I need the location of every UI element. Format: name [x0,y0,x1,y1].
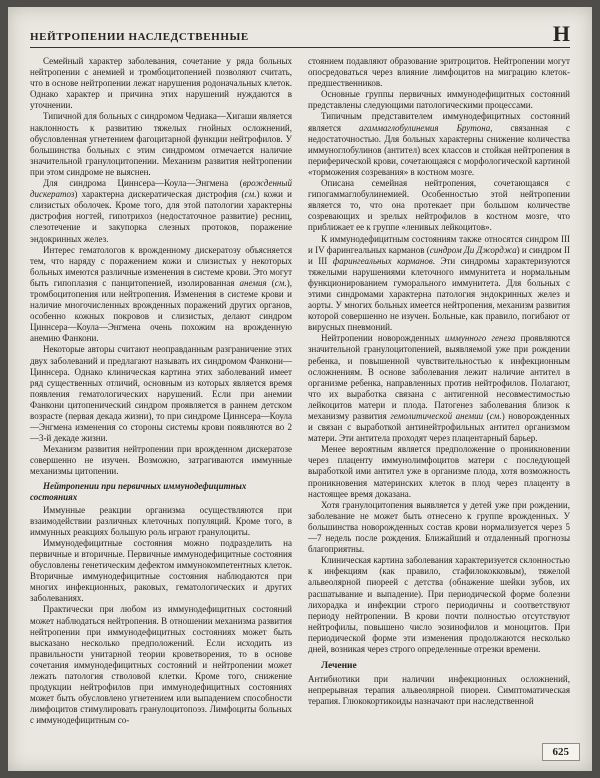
paragraph: К иммунодефицитным состояниям также относятся синдром III и IV фарингеальных карманов (синдром Ди Джорджа) и синдром II и III фарингеальных карманов. Эти синдромы характеризуются тяжелыми нарушениями клеточного иммунитета и нормальным функционированием гуморального иммунитета. Для больных с этими синдромами характерна патология эндокринных желез и аорты. У многих больных имеется нейтропения, механизм развития которой совершенно не изучен. Больные, как правило, погибают от вирусных пневмоний. [308,233,570,333]
page-number: 625 [542,743,581,761]
paragraph: Хотя гранулоцитопения выявляется у детей уже при рождении, заболевание не может быть отнесено к группе врожденных. У большинства новорожденных состав крови нормализуется через 5—7 недель после рождения. Ближайший и отдаленный прогнозы благоприятны. [308,499,570,555]
paragraph: Иммунодефицитные состояния можно подразделить на первичные и вторичные. Первичные иммунодефицитные состояния обусловлены генетическим дефектом иммунокомпетентных клеток. Вторичные иммунодефицитные состояния наблюдаются при многих инфекционных, раковых, гематологических и других заболеваниях. [30,537,292,604]
paragraph: Описана семейная нейтропения, сочетающаяся с гипогаммаглобулинемией. Особенностью этой нейтропении является то, что она протекает при большом количестве созревающих и зрелых нейтрофилов в костном мозге, что приближает ее к группе «ленивых лейкоцитов». [308,178,570,233]
paragraph: Для синдрома Циннсера—Коула—Энгмена (врожденный дискератоз) характерна дискератическая дистрофия (см.) кожи и слизистых оболочек. Кроме того, для этой патологии характерны дистрофия ногтей, гипотрихоз (недостаточное развитие) ресниц, слезотечение и закупорка слезных протоков, поражение эндокринных желез. [30,178,293,244]
section-heading: Нейтропении при первичных иммунодефицитных состояниях [30,480,247,502]
text-columns [30,56,570,726]
paragraph: Основные группы первичных иммунодефицитных состояний представлены следующими патологическими процессами. [308,89,570,111]
paragraph: Механизм развития нейтропении при врожденном дискератозе совершенно не изучен. Возможно, затрагиваются иммунные механизмы цитопении. [30,444,292,477]
column-left [30,56,292,726]
page-header [30,21,570,48]
paragraph: Практически при любом из иммунодефицитных состояний может наблюдаться нейтропения. В отношении механизма развития нейтропении при иммунодефицитных состояниях может быть высказано несколько предположений. Если исходить из правильности унитарной теории кроветворения, то в основе сочетания иммунодефицитных состояний и нейтропении может лежать патология стволовой клетки. Кроме того, снижение продукции нейтрофилов при иммунодефицитных состояниях может быть обусловлено угнетением или выпадением способности лимфоцитов стимулировать гранулоцитопоэз. Лимфоциты больных с иммунодефицитным со- [30,604,292,726]
section-letter: Н [552,21,570,46]
paragraph: Интерес гематологов к врожденному дискератозу объясняется тем, что наряду с поражением кожи и слизистых у некоторых больных имеются различные изменения в системе крови. Это могут быть гипоплазия с панцитопенией, изолированная анемия (см.), тромбоцитопения или нейтропения. Изменения в системе крови и наличие многочисленных врожденных поражений других органов, особенно кожных покровов и слизистых, делают синдром Циннсера—Коула—Энгмена очень похожим на врожденную анемию Фанкони. [30,244,292,344]
paragraph: Нейтропении новорожденных иммунного генеза проявляются значительной гранулоцитопенией, выявляемой уже при рождении ребенка, и повышенной чувствительностью к инфекционным осложнениям. В основе заболевания лежит наличие антител в организме ребенка, направленных против нейтрофилов. Полагают, что их выработка связана с антигенной несовместимостью лейкоцитов матери и плода. Патогенез заболевания близок к механизму развития гемолитической анемии (см.) новорожденных и связан с выработкой антинейтрофильных антител организмом матери. Эти антитела проходят через плацентарный барьер. [308,333,570,444]
column-right [308,56,570,726]
paragraph: Менее вероятным является предположение о проникновении через плаценту иммунолимфоцитов матери с последующей выработкой ими антител уже в организме плода, хотя возможность проникновения материнских клеток в плод через плаценту в настоящее время доказана. [308,444,570,499]
paragraph: Клиническая картина заболевания характеризуется склонностью к инфекциям (как правило, стафилококковым), тяжелой альвеолярной пиореей с детства (обнажение шейки зубов, их расшатывание и выпадение). При периодической форме болезни лихорадка и инфекции строго периодичны и соответствуют периоду нейтропении. В крови почти полностью отсутствуют нейтрофилы, повышено число эозинофилов и моноцитов. При периодической форме эти изменения продолжаются несколько дней, возникая через строго определенные отрезки времени. [308,555,570,654]
paragraph: Некоторые авторы считают неоправданным разграничение этих двух заболеваний и предлагают называть их синдромом Фанкони—Циннсера. Однако клиническая картина этих заболеваний имеет ряд существенных отличий, основным из которых является время появления гематологических нарушений. Если при анемии Фанкони цитопенический синдром проявляется в раннем детском возрасте (первая декада жизни), то при синдроме Циннсера—Коула—Энгмена изменения со стороны системы крови появляются во 2—3-й декаде жизни. [30,344,292,444]
book-page [8,7,592,771]
paragraph: Семейный характер заболевания, сочетание у ряда больных нейтропении с анемией и тромбоцитопенией позволяют считать, что в основе нейтропении лежат нарушения родоначальных клеток. Однако характер и причина этих нарушений нуждаются в уточнении. [30,56,292,111]
paragraph: Типичным представителем иммунодефицитных состояний является агаммаглобулинемия Брутона, связанная с недостаточностью. Для больных характерны снижение количества иммуноглобулинов (антител) всех классов и стойкая нейтропения в периферической крови, сочетающаяся с морфологической картиной «торможения созревания» в костном мозге. [308,111,571,177]
paragraph: Иммунные реакции организма осуществляются при взаимодействии различных клеточных популяций. Кроме того, в иммунных реакциях большую роль играют гранулоциты. [30,504,292,537]
section-heading: Лечение [321,661,357,672]
paragraph: стоянием подавляют образование эритроцитов. Нейтропении могут опосредоваться через влияние лимфоцитов на миграцию клеток-предшественников. [308,56,570,89]
paragraph: Антибиотики при наличии инфекционных осложнений, непрерывная терапия альвеолярной пиореи. Симптоматическая терапия. Глюкокортикоиды назначают при наследственной [308,674,570,707]
paragraph: Типичной для больных с синдромом Чедиака—Хигаши является наклонность к развитию тяжелых гнойных осложнений, обусловленная угнетением фагоцитарной функции нейтрофилов. У большинства больных с этим синдромом отмечается наличие значительной гранулоцитопении. Механизм развития нейтропении при этом синдроме не выяснен. [30,111,292,177]
article-title: НЕЙТРОПЕНИИ НАСЛЕДСТВЕННЫЕ [30,31,249,43]
